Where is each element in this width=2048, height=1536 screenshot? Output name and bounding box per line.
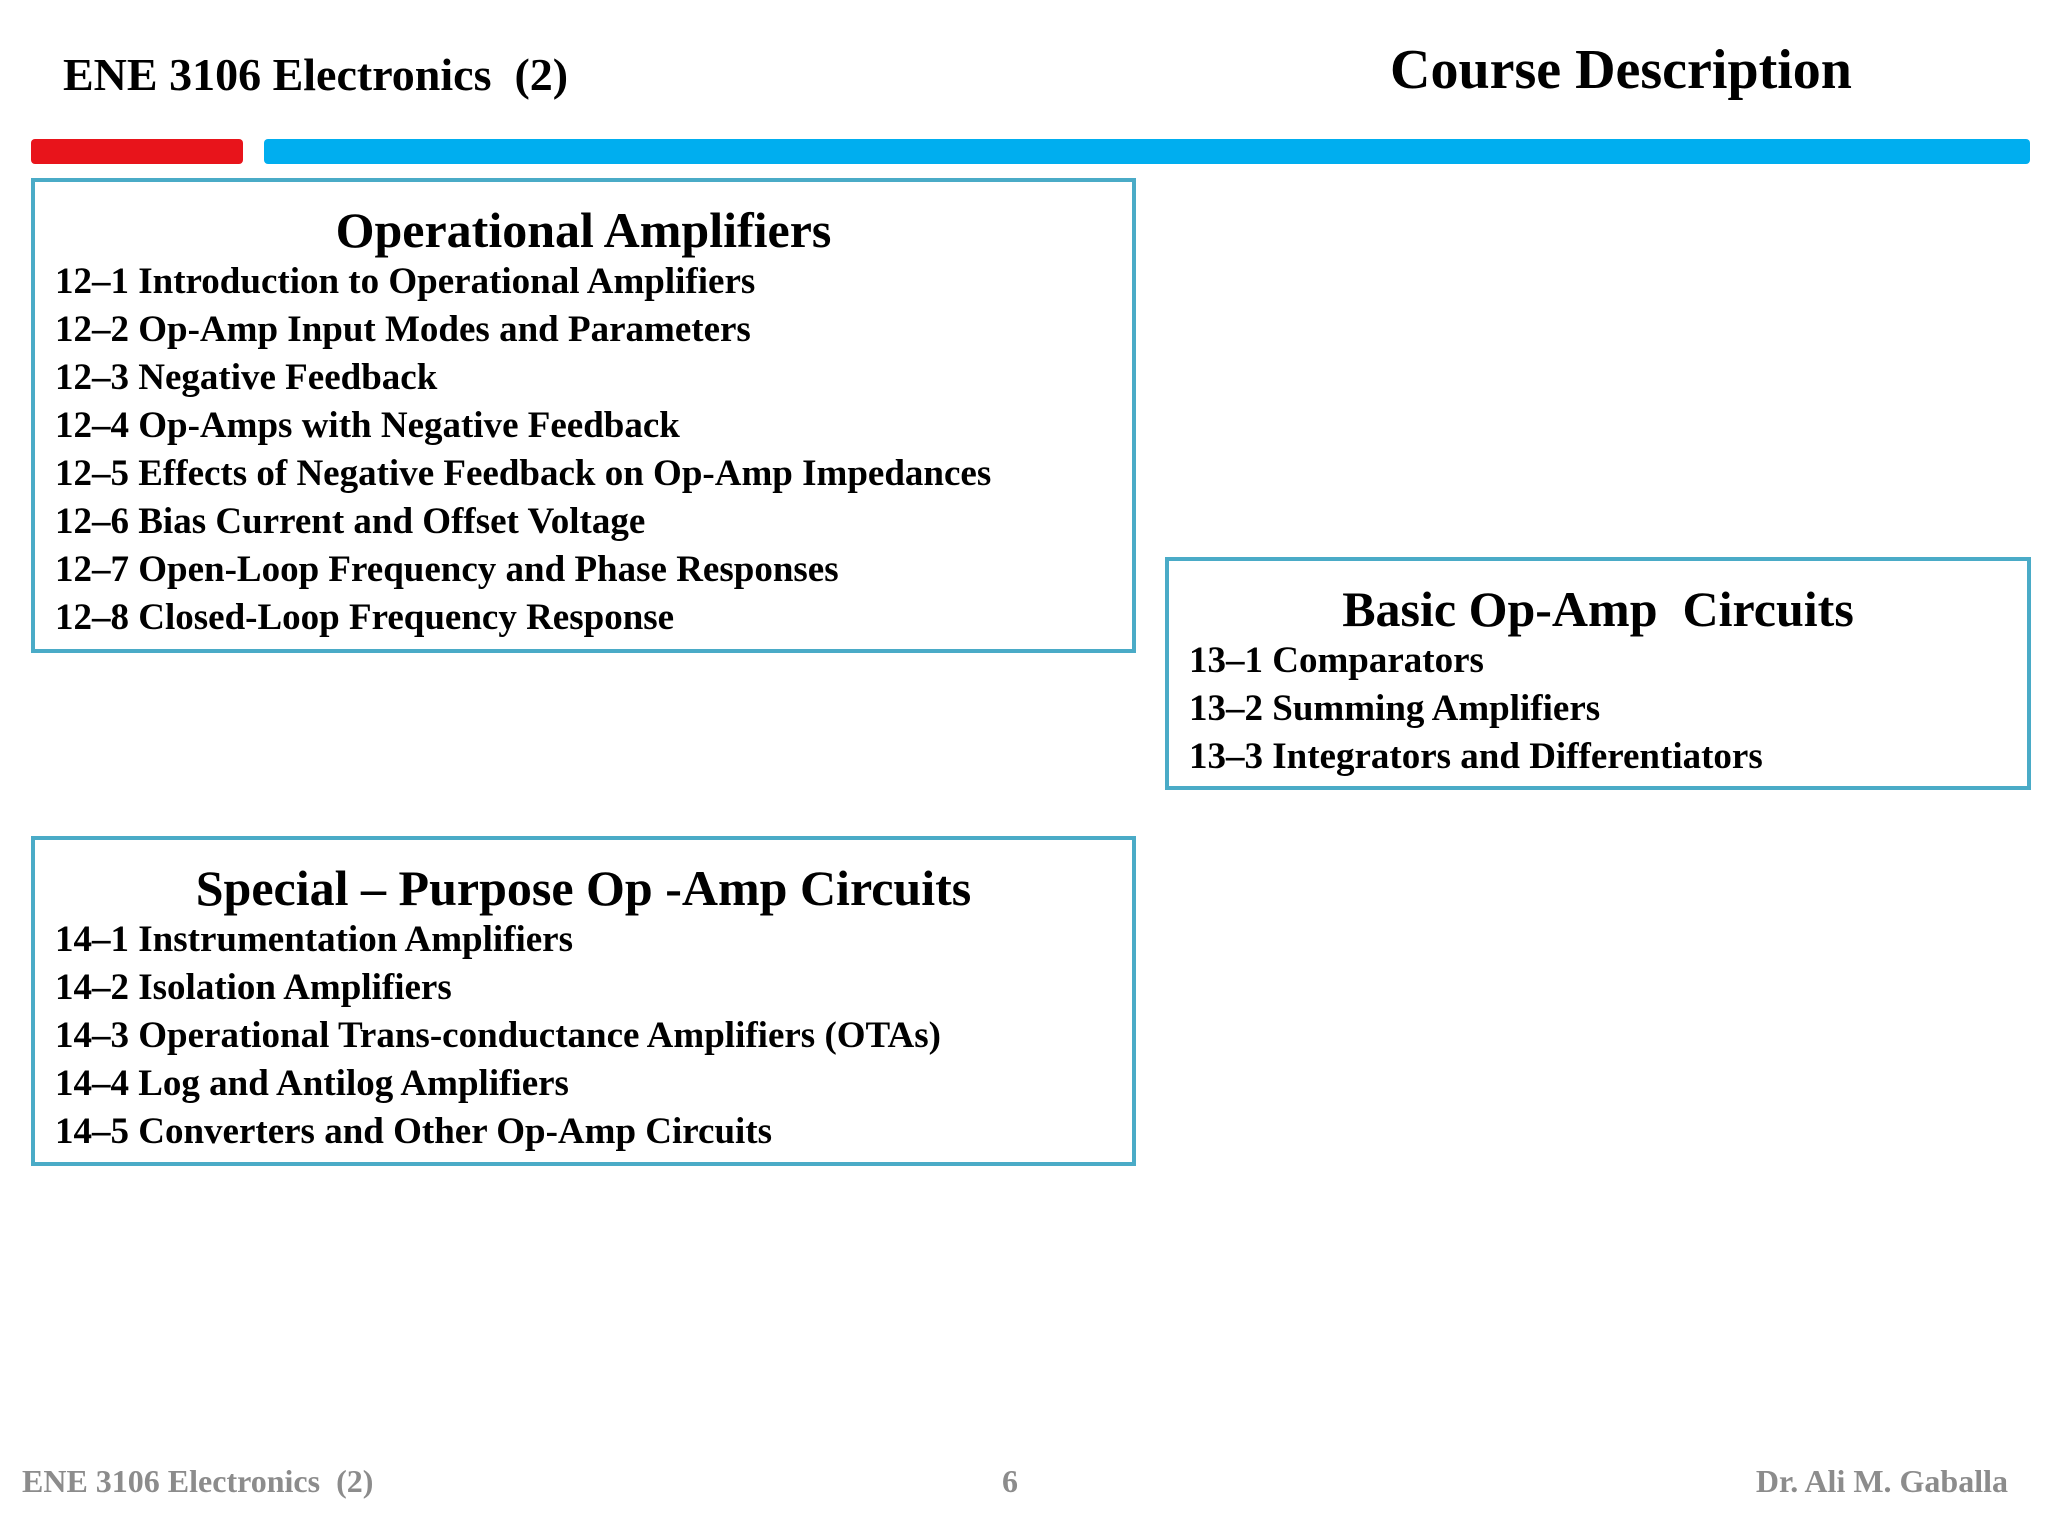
special-purpose-box [31,836,1136,1166]
page-number: 6 [1002,1463,1018,1499]
list-item: 13–1 Comparators [1189,640,1484,681]
list-item: 14–3 Operational Trans-conductance Amplifiers (OTAs) [55,1015,941,1056]
basic-op-amp-circuits-box [1165,557,2031,790]
course-title: ENE 3106 Electronics (2) [63,49,569,100]
list-item: 12–5 Effects of Negative Feedback on Op-Amp Impedances [55,453,992,494]
accent-bar-red [31,139,243,164]
footer-course: ENE 3106 Electronics (2) [22,1463,374,1499]
list-item: 14–5 Converters and Other Op-Amp Circuits [55,1111,773,1152]
section-title: Course Description [1390,39,1852,101]
accent-bar-blue [264,139,2030,164]
box-title: Special – Purpose Op -Amp Circuits [195,860,972,916]
list-item: 12–3 Negative Feedback [55,357,438,398]
topic-list [35,916,1132,1156]
list-item: 14–1 Instrumentation Amplifiers [55,919,573,960]
list-item: 12–2 Op-Amp Input Modes and Parameters [55,309,751,350]
box-title: Operational Amplifiers [335,202,832,258]
list-item: 12–7 Open-Loop Frequency and Phase Responses [55,549,839,590]
list-item: 13–3 Integrators and Differentiators [1189,736,1763,777]
list-item: 13–2 Summing Amplifiers [1189,688,1601,729]
list-item: 12–4 Op-Amps with Negative Feedback [55,405,680,446]
footer-author: Dr. Ali M. Gaballa [1755,1463,2008,1499]
topic-list [1169,637,2027,781]
list-item: 14–4 Log and Antilog Amplifiers [55,1063,569,1104]
box-title: Basic Op-Amp Circuits [1342,581,1854,637]
list-item: 12–1 Introduction to Operational Amplifiers [55,261,756,302]
operational-amplifiers-box [31,178,1136,653]
list-item: 14–2 Isolation Amplifiers [55,967,452,1008]
list-item: 12–6 Bias Current and Offset Voltage [55,501,646,542]
list-item: 12–8 Closed-Loop Frequency Response [55,597,675,638]
topic-list [35,258,1132,642]
